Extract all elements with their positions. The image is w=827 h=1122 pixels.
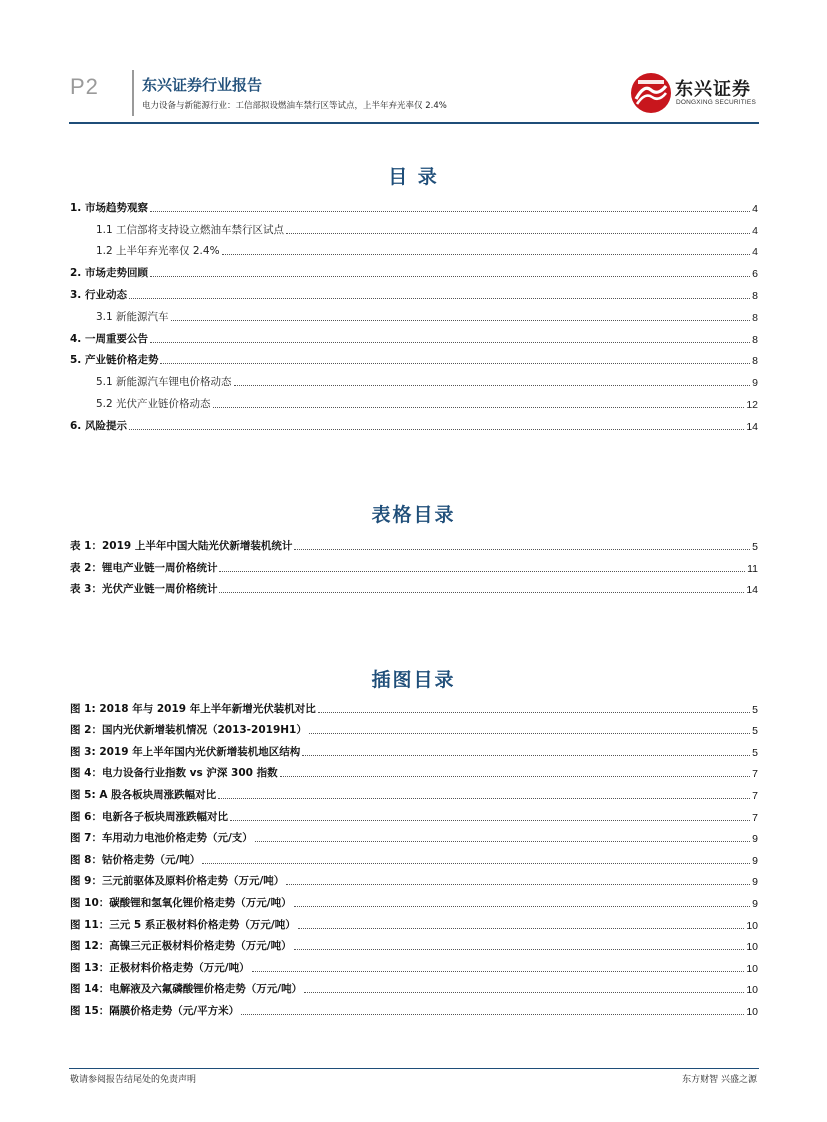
entry-page-number: 10	[746, 919, 758, 932]
entry-label: 表 2：锂电产业链一周价格统计	[70, 561, 218, 574]
entry-label: 图 2：国内光伏新增装机情况（2013-2019H1）	[70, 724, 307, 737]
entry-page-number: 11	[747, 562, 758, 575]
dot-leader	[318, 712, 750, 713]
entry-label: 图 7：车用动力电池价格走势（元/支）	[70, 832, 253, 845]
entry-label: 表 3：光伏产业链一周价格统计	[70, 583, 218, 596]
fig-entry[interactable]	[70, 716, 758, 738]
footer-rule	[69, 1068, 759, 1069]
dot-leader	[241, 1014, 744, 1015]
entry-page-number: 9	[752, 876, 758, 889]
toc-entry[interactable]	[70, 258, 758, 280]
dot-leader	[234, 385, 751, 386]
entry-page-number: 7	[752, 811, 758, 824]
entry-page-number: 5	[752, 725, 758, 738]
toc-entry[interactable]	[70, 280, 758, 302]
dot-leader	[160, 363, 750, 364]
entry-page-number: 7	[752, 768, 758, 781]
figures-list	[70, 694, 758, 1018]
figures-title: 插图目录	[371, 669, 456, 691]
entry-label: 图 13：正极材料价格走势（万元/吨）	[70, 961, 250, 974]
toc-title: 目 录	[388, 166, 439, 188]
entry-label: 图 9：三元前驱体及原料价格走势（万元/吨）	[70, 875, 285, 888]
entry-label: 4. 一周重要公告	[70, 332, 148, 345]
dot-leader	[298, 928, 745, 929]
toc-entry[interactable]	[70, 324, 758, 346]
toc-list	[70, 193, 758, 433]
dot-leader	[294, 549, 750, 550]
toc-entry[interactable]	[70, 237, 758, 259]
entry-label: 5. 产业链价格走势	[70, 354, 159, 367]
fig-entry[interactable]	[70, 824, 758, 846]
fig-entry[interactable]	[70, 845, 758, 867]
fig-entry[interactable]	[70, 759, 758, 781]
entry-page-number: 5	[752, 540, 758, 553]
entry-label: 1. 市场趋势观察	[70, 201, 148, 214]
fig-entry[interactable]	[70, 932, 758, 954]
fig-entry[interactable]	[70, 953, 758, 975]
dot-leader	[304, 992, 744, 993]
fig-entry[interactable]	[70, 996, 758, 1018]
dot-leader	[219, 592, 744, 593]
toc-entry[interactable]	[70, 215, 758, 237]
entry-page-number: 5	[752, 746, 758, 759]
dot-leader	[202, 863, 750, 864]
dot-leader	[294, 906, 751, 907]
entry-page-number: 6	[752, 268, 758, 281]
tab-entry[interactable]	[70, 575, 758, 597]
tables-list	[70, 531, 758, 596]
fig-entry[interactable]	[70, 694, 758, 716]
entry-page-number: 7	[752, 789, 758, 802]
entry-page-number: 10	[746, 962, 758, 975]
entry-page-number: 8	[752, 355, 758, 368]
entry-label: 6. 风险提示	[70, 419, 127, 432]
entry-label: 图 1: 2018 年与 2019 年上半年新增光伏装机对比	[70, 702, 316, 715]
entry-page-number: 5	[752, 703, 758, 716]
entry-label: 1.2 上半年弃光率仅 2.4%	[96, 245, 220, 258]
entry-label: 3. 行业动态	[70, 288, 127, 301]
entry-page-number: 14	[746, 420, 758, 433]
fig-entry[interactable]	[70, 910, 758, 932]
report-title: 东兴证券行业报告	[142, 76, 263, 94]
toc-entry[interactable]	[70, 367, 758, 389]
dot-leader	[280, 776, 751, 777]
fig-entry[interactable]	[70, 975, 758, 997]
entry-page-number: 4	[752, 224, 758, 237]
dot-leader	[171, 320, 751, 321]
dot-leader	[129, 429, 744, 430]
logo-text-en: DONGXING SECURITIES	[676, 99, 757, 106]
toc-entry[interactable]	[70, 346, 758, 368]
footer-disclaimer: 敬请参阅报告结尾处的免责声明	[70, 1075, 197, 1085]
entry-label: 图 11：三元 5 系正极材料价格走势（万元/吨）	[70, 918, 296, 931]
entry-page-number: 4	[752, 202, 758, 215]
tab-entry[interactable]	[70, 553, 758, 575]
entry-page-number: 4	[752, 246, 758, 259]
dot-leader	[129, 298, 750, 299]
report-subtitle: 电力设备与新能源行业：工信部拟设燃油车禁行区等试点，上半年弃光率仅 2.4%	[142, 101, 447, 111]
toc-entry[interactable]	[70, 302, 758, 324]
dot-leader	[213, 407, 745, 408]
page-number: P2	[70, 74, 99, 99]
entry-label: 图 4：电力设备行业指数 vs 沪深 300 指数	[70, 767, 278, 780]
entry-page-number: 9	[752, 833, 758, 846]
dot-leader	[222, 254, 751, 255]
dot-leader	[286, 233, 750, 234]
tables-title: 表格目录	[371, 504, 456, 526]
toc-entry[interactable]	[70, 389, 758, 411]
entry-page-number: 12	[746, 398, 758, 411]
dot-leader	[302, 755, 750, 756]
dot-leader	[218, 798, 750, 799]
header-divider	[132, 70, 134, 116]
entry-page-number: 9	[752, 377, 758, 390]
entry-page-number: 10	[746, 1005, 758, 1018]
dot-leader	[255, 841, 750, 842]
dot-leader	[294, 949, 745, 950]
entry-page-number: 8	[752, 289, 758, 302]
entry-label: 5.1 新能源汽车锂电价格动态	[96, 376, 232, 389]
entry-label: 图 10：碳酸锂和氢氧化锂价格走势（万元/吨）	[70, 896, 292, 909]
entry-label: 图 15：隔膜价格走势（元/平方米）	[70, 1004, 240, 1017]
dot-leader	[252, 971, 745, 972]
logo-text-cn: 东兴证券	[675, 79, 751, 100]
toc-entry[interactable]	[70, 411, 758, 433]
dot-leader	[309, 733, 750, 734]
entry-label: 图 8：钴价格走势（元/吨）	[70, 853, 201, 866]
entry-page-number: 10	[746, 984, 758, 997]
dot-leader	[150, 276, 750, 277]
tab-entry[interactable]	[70, 531, 758, 553]
fig-entry[interactable]	[70, 780, 758, 802]
entry-page-number: 8	[752, 333, 758, 346]
entry-page-number: 10	[746, 941, 758, 954]
entry-label: 5.2 光伏产业链价格动态	[96, 397, 211, 410]
fig-entry[interactable]	[70, 867, 758, 889]
entry-page-number: 9	[752, 854, 758, 867]
toc-entry[interactable]	[70, 193, 758, 215]
footer-slogan: 东方财智 兴盛之源	[682, 1075, 757, 1085]
entry-page-number: 8	[752, 311, 758, 324]
entry-label: 图 6：电新各子板块周涨跌幅对比	[70, 810, 228, 823]
entry-page-number: 9	[752, 897, 758, 910]
logo-emblem-icon	[630, 72, 672, 114]
dot-leader	[219, 571, 745, 572]
fig-entry[interactable]	[70, 802, 758, 824]
entry-label: 图 12：高镍三元正极材料价格走势（万元/吨）	[70, 940, 292, 953]
dongxing-logo	[630, 72, 760, 116]
dot-leader	[230, 820, 750, 821]
entry-label: 图 5: A 股各板块周涨跌幅对比	[70, 788, 217, 801]
entry-page-number: 14	[746, 584, 758, 597]
entry-label: 图 3: 2019 年上半年国内光伏新增装机地区结构	[70, 745, 301, 758]
entry-label: 3.1 新能源汽车	[96, 310, 169, 323]
fig-entry[interactable]	[70, 737, 758, 759]
entry-label: 2. 市场走势回顾	[70, 267, 148, 280]
header-rule	[69, 122, 759, 124]
entry-label: 图 14：电解液及六氟磷酸锂价格走势（万元/吨）	[70, 983, 303, 996]
fig-entry[interactable]	[70, 888, 758, 910]
entry-label: 1.1 工信部将支持设立燃油车禁行区试点	[96, 223, 285, 236]
dot-leader	[150, 211, 750, 212]
entry-label: 表 1：2019 上半年中国大陆光伏新增装机统计	[70, 539, 293, 552]
dot-leader	[150, 342, 750, 343]
dot-leader	[286, 884, 750, 885]
